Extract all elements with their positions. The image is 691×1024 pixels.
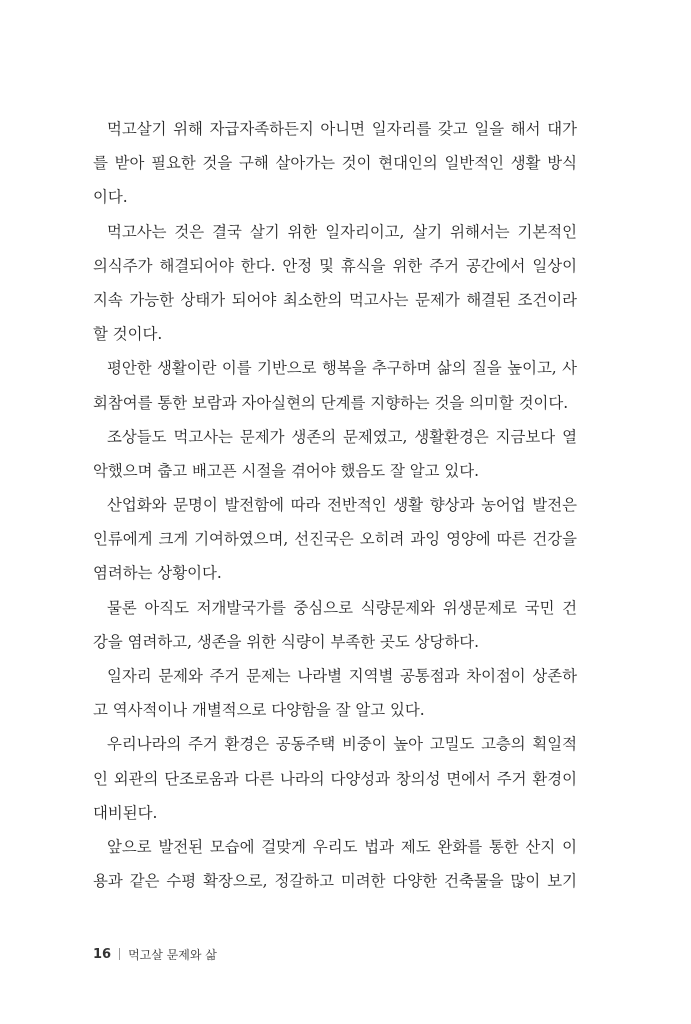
paragraph <box>93 420 577 488</box>
text-line: 먹고살기 위해 자급자족하든지 아니면 일자리를 갖고 일을 해서 대가 <box>107 120 577 138</box>
text-line: 악했으며 춥고 배고픈 시절을 겪어야 했음도 잘 알고 있다. <box>93 461 479 480</box>
paragraph <box>93 112 577 215</box>
text-line: 의식주가 해결되어야 한다. 안정 및 휴식을 위한 주거 공간에서 일상이 <box>93 256 577 275</box>
text-line: 강을 염려하고, 생존을 위한 식량이 부족한 곳도 상당하다. <box>93 632 479 651</box>
text-line: 지속 가능한 상태가 되어야 최소한의 먹고사는 문제가 해결된 조건이라 <box>93 290 577 309</box>
text-line: 고 역사적이나 개별적으로 다양함을 잘 알고 있다. <box>93 701 425 720</box>
text-line: 산업화와 문명이 발전함에 따라 전반적인 생활 향상과 농어업 발전은 <box>107 496 577 515</box>
text-line: 인류에게 크게 기여하였으며, 선진국은 오히려 과잉 영양에 따른 건강을 <box>93 530 577 549</box>
paragraph <box>93 591 577 659</box>
page-footer <box>93 944 217 964</box>
running-title: 먹고살 문제와 삶 <box>128 947 217 962</box>
text-line: 용과 같은 수평 확장으로, 정갈하고 미려한 다양한 건축물을 많이 보기 <box>93 872 577 891</box>
body-text <box>93 112 577 898</box>
text-line: 우리나라의 주거 환경은 공동주택 비중이 높아 고밀도 고층의 획일적 <box>107 735 577 754</box>
paragraph <box>93 488 577 591</box>
footer-divider <box>119 948 120 960</box>
paragraph <box>93 659 577 727</box>
text-line: 를 받아 필요한 것을 구해 살아가는 것이 현대인의 일반적인 생활 방식 <box>93 154 577 173</box>
text-line: 일자리 문제와 주거 문제는 나라별 지역별 공통점과 차이점이 상존하 <box>107 667 577 685</box>
paragraph <box>93 351 577 419</box>
paragraph <box>93 215 577 352</box>
text-line: 할 것이다. <box>93 325 163 344</box>
paragraph <box>93 727 577 830</box>
page-number: 16 <box>93 946 112 962</box>
text-line: 평안한 생활이란 이를 기반으로 행복을 추구하며 삶의 질을 높이고, 사 <box>107 359 577 378</box>
text-line: 염려하는 상황이다. <box>93 564 222 583</box>
text-line: 앞으로 발전된 모습에 걸맞게 우리도 법과 제도 완화를 통한 산지 이 <box>107 837 577 856</box>
text-line: 회참여를 통한 보람과 자아실현의 단계를 지향하는 것을 의미할 것이다. <box>93 393 569 412</box>
text-line: 대비된다. <box>93 803 158 822</box>
text-line: 물론 아직도 저개발국가를 중심으로 식량문제와 위생문제로 국민 건 <box>107 598 577 617</box>
text-line: 조상들도 먹고사는 문제가 생존의 문제였고, 생활환경은 지금보다 열 <box>107 427 577 446</box>
paragraph <box>93 830 577 898</box>
text-line: 먹고사는 것은 결국 살기 위한 일자리이고, 살기 위해서는 기본적인 <box>107 222 577 241</box>
text-line: 인 외관의 단조로움과 다른 나라의 다양성과 창의성 면에서 주거 환경이 <box>93 769 577 788</box>
text-line: 이다. <box>93 188 128 207</box>
